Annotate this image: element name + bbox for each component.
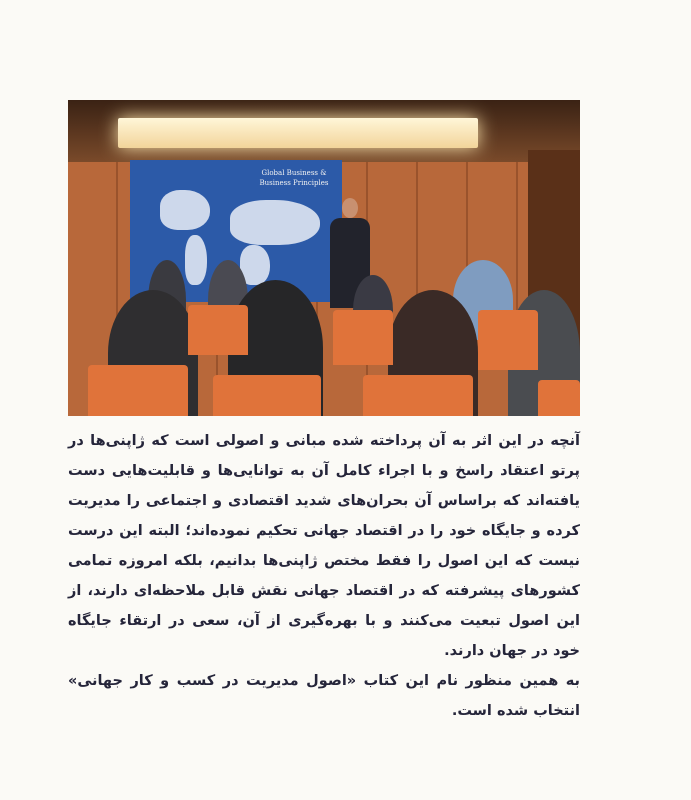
- ceiling-light: [118, 118, 478, 148]
- chair: [538, 380, 580, 416]
- screen-title-line: Business Principles: [259, 179, 329, 187]
- chair: [363, 375, 473, 416]
- chair: [333, 310, 393, 365]
- chair: [213, 375, 321, 416]
- paragraph: به همین منظور نام این کتاب «اصول مدیریت در کسب و کار جهانی» انتخاب شده است.: [68, 673, 580, 719]
- chair: [188, 305, 248, 355]
- screen-title: [254, 168, 334, 188]
- body-text: [68, 426, 580, 726]
- chair: [478, 310, 538, 370]
- chair: [88, 365, 188, 416]
- paragraph: آنچه در این اثر به آن پرداخته شده مبانی و اصولی است که ژاپنی‌ها در پرتو اعتقاد راسخ و با اجراء کامل آن به توانایی‌ها و قابلیت‌هایی دست یافته‌اند که براساس آن بحران‌های شدید اقتصادی و اجتماعی را مدیریت کرده و جایگاه خود را در اقتصاد جهانی تحکیم نموده‌اند؛ البته این درست نیست که این اصول را فقط مختص ژاپنی‌ها بدانیم، بلکه امروزه تمامی کشورهای پیشرفته که در اقتصاد جهانی نقش قابل ملاحظه‌ای دارند، از این اصول تبعیت می‌کنند و با بهره‌گیری از آن، سعی در ارتقاء جایگاه خود در جهان دارند.: [68, 433, 580, 659]
- screen-title-line: Global Business &: [261, 169, 327, 177]
- map-continent: [160, 190, 210, 230]
- ceiling: [68, 100, 580, 162]
- map-continent: [185, 235, 207, 285]
- map-continent: [230, 200, 320, 245]
- seminar-photo: [68, 100, 580, 416]
